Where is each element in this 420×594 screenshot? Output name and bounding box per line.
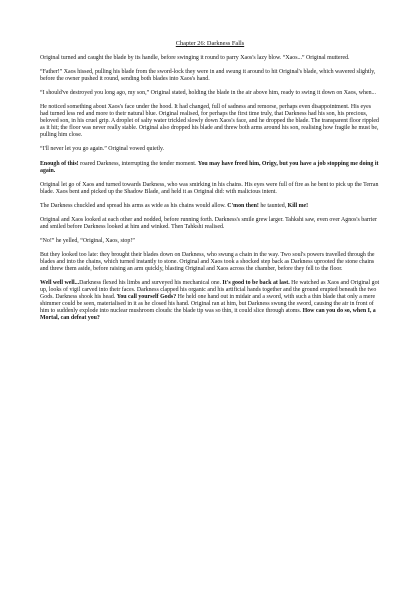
text-run: He watched as Xaos and Original got up, looks of vigil carved into their faces. Darkness clapped his organic and his artificial hands together and the ground erupted beneath the two Gods. Darkness shook his head. [40, 280, 380, 301]
paragraph [40, 252, 380, 273]
bold-text-run: Well well well... [40, 280, 80, 287]
paragraph [40, 69, 380, 83]
document-page [40, 40, 380, 329]
paragraph [40, 55, 380, 62]
bold-text-run: Kill me! [287, 202, 309, 209]
chapter-title: Chapter 26: Darkness Falls [175, 40, 245, 47]
chapter-body [40, 55, 380, 322]
bold-text-run: Enough of this! [40, 160, 79, 167]
text-run: “Father!” Xaos hissed, pulling his blade from the sword-lock they were in and swung it around to hit Original's blade, which wavered slightly, before the owner pushed it round, sending both blades into Xaos's hand. [40, 69, 376, 83]
paragraph [40, 238, 380, 245]
bold-text-run: How can you do so, when I, a Mortal, can defeat you? [40, 308, 376, 322]
paragraph [40, 280, 380, 322]
text-run: Darkness flexed his limbs and surveyed his mechanical one. [79, 280, 223, 287]
paragraph [40, 182, 380, 196]
paragraph [40, 90, 380, 97]
bold-text-run: It's good to be back at last. [222, 280, 290, 287]
text-run: Original let go of Xaos and turned towards Darkness, who was smirking in his chains. His eyes were full of fire as he bent to pick up the Terran blade. Xaos bent and picked up the Shadow Blade, and held it as Original did: with malicious intent. [40, 181, 379, 195]
paragraph [40, 161, 380, 175]
text-run: The Darkness chuckled and spread his arms as wide as his chains would allow. [40, 202, 228, 209]
paragraph [40, 217, 380, 231]
text-run: he taunted, [258, 202, 288, 209]
bold-text-run: You call yourself Gods? [116, 294, 177, 301]
bold-text-run: C'mon then! [227, 202, 259, 209]
paragraph [40, 104, 380, 139]
text-run: “No!” he yelled, “Original, Xaos, stop!” [40, 237, 135, 244]
text-run: But they looked too late: they brought their blades down on Darkness, who swung a chain in the way. Two soul's powers travelled through the blades and into the chains, which turned instantly to stone. Original and Xaos took a shocked step back as Darkness uprooted the stone chains and threw them aside, before raising an arm quickly, blasting Original and Xaos across the chamber, before they fell to the floor. [40, 251, 375, 272]
paragraph [40, 146, 380, 153]
text-run: Original and Xaos looked at each other and nodded, before running forth. Darkness's smile grew larger. Tahkshi saw, even over Agnos's barrier and smiled before Darkness looked at him and winked. Then Tahkshi realised. [40, 216, 377, 230]
bold-text-run: You may have freed him, Origy, but you have a job stopping me doing it again. [40, 160, 379, 174]
text-run: He noticed something about Xaos's face under the hood. It had changed, full of sadness and remorse, perhaps even disappointment. His eyes had turned less red and more to their natural blue. Original realised, for perhaps the first time truly, that Darkness had his son, his precious, beloved son, in his cruel grip. A droplet of salty water trickled slowly down Xaos's face, and he dropped the blade. The transparent floor rippled as it hit; the floor was never really stable. Original also dropped his blade and threw both arms around his son, realising how fragile he must be, pulling him close. [40, 104, 379, 139]
text-run: Original turned and caught the blade by its handle, before swinging it round to parry Xaos's lazy blow. “Xaos...” Original muttered. [40, 55, 350, 62]
text-run: roared Darkness, interrupting the tender moment. [78, 160, 198, 167]
text-run: He held one hand out in midair and a sword, with such a thin blade that only a mere shimmer could be seen, materialised in it as he closed his hand. Original ran at him, but Darkness swung the sword, causing the air in front of him to suddenly explode into nuclear mushroom clouds: the blade tip was so thin, it could slice through atoms. [40, 294, 376, 315]
text-run: “I'll never let you go again.” Original vowed quietly. [40, 146, 165, 153]
paragraph [40, 203, 380, 210]
text-run: “I should've destroyed you long ago, my son,” Original stated, holding the blade in the air above him, ready to swing it down on Xaos, when... [40, 90, 376, 97]
